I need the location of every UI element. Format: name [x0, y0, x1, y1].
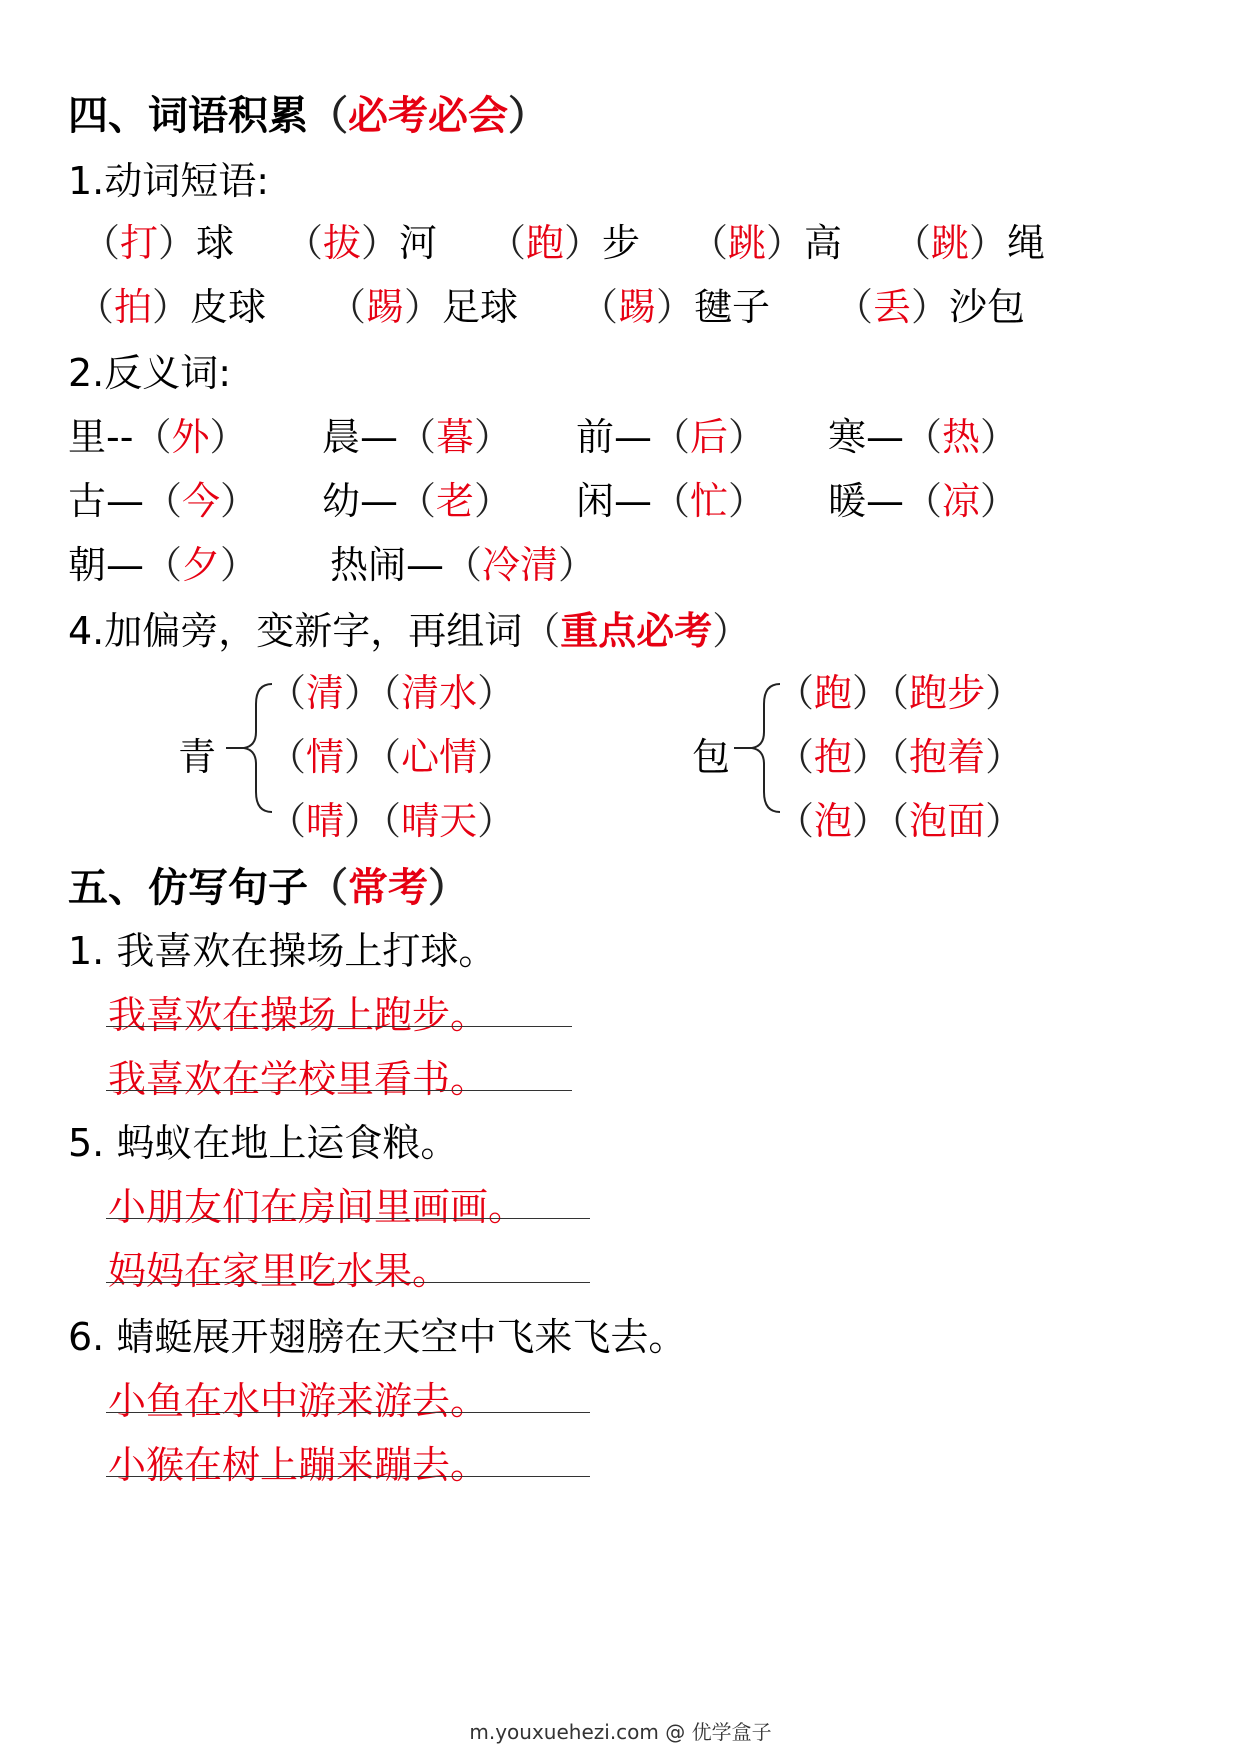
- antonym-pair: 热闹—（冷清）: [330, 543, 597, 587]
- sentence-answer: 小猴在树上蹦来蹦去。: [108, 1443, 489, 1487]
- radical-note: 重点必考: [560, 609, 713, 653]
- sentence-answer: 小鱼在水中游来游去。: [108, 1379, 489, 1423]
- verb-phrases-title: 1.动词短语:: [68, 159, 270, 203]
- sentence-answer: 我喜欢在操场上跑步。: [108, 993, 489, 1037]
- section5-note: 常考: [348, 865, 428, 911]
- antonym-pair: 里--（外）: [68, 415, 248, 459]
- verb-phrase: （丢）沙包: [835, 285, 1026, 329]
- sentence-prompt: 5. 蚂蚁在地上运食粮。: [68, 1121, 459, 1165]
- radical-item: （抱）（抱着）: [776, 735, 1024, 779]
- radical-item: （清）（清水）: [268, 671, 516, 715]
- radical-item: （泡）（泡面）: [776, 799, 1024, 843]
- verb-phrase: （打）球: [82, 221, 235, 265]
- antonym-pair: 前—（后）: [576, 415, 767, 459]
- answer-underline: [106, 1026, 572, 1027]
- antonym-pair: 晨—（暮）: [322, 415, 513, 459]
- sentence-answer: 我喜欢在学校里看书。: [108, 1057, 489, 1101]
- footer-watermark: m.youxuehezi.com @ 优学盒子: [469, 1720, 772, 1744]
- verb-phrase: （拍）皮球: [76, 285, 267, 329]
- sentence-answer: 小朋友们在房间里画画。: [108, 1185, 527, 1229]
- radical-base: 青: [178, 735, 217, 779]
- section4-note: 必考必会: [348, 93, 508, 139]
- answer-underline: [106, 1090, 572, 1091]
- antonym-pair: 闲—（忙）: [576, 479, 767, 523]
- antonym-pair: 寒—（热）: [828, 415, 1019, 459]
- verb-phrase: （踢）足球: [328, 285, 519, 329]
- section4-title: 四、词语积累: [68, 93, 308, 139]
- verb-phrase: （拔）河: [285, 221, 438, 265]
- antonyms-title: 2.反义词:: [68, 351, 232, 395]
- verb-phrase: （跳）高: [690, 221, 843, 265]
- radical-item: （情）（心情）: [268, 735, 516, 779]
- radical-base: 包: [692, 735, 731, 779]
- answer-underline: [106, 1412, 590, 1413]
- answer-underline: [106, 1282, 590, 1283]
- antonym-pair: 朝—（夕）: [68, 543, 259, 587]
- answer-underline: [106, 1476, 590, 1477]
- antonym-pair: 幼—（老）: [322, 479, 513, 523]
- sentence-prompt: 1. 我喜欢在操场上打球。: [68, 929, 497, 973]
- radical-item: （晴）（晴天）: [268, 799, 516, 843]
- section5-title: 五、仿写句子: [68, 865, 308, 911]
- antonym-pair: 古—（今）: [68, 479, 259, 523]
- antonym-pair: 暖—（凉）: [828, 479, 1019, 523]
- verb-phrase: （跳）绳: [893, 221, 1046, 265]
- sentence-prompt: 6. 蜻蜓展开翅膀在天空中飞来飞去。: [68, 1315, 687, 1359]
- radical-title: 4.加偏旁，变新字，再组词（重点必考）: [68, 609, 751, 653]
- section4-heading: 四、词语积累（必考必会）: [68, 93, 548, 139]
- answer-underline: [106, 1218, 590, 1219]
- section5-heading: 五、仿写句子（常考）: [68, 865, 468, 911]
- verb-phrase: （跑）步: [488, 221, 641, 265]
- sentence-answer: 妈妈在家里吃水果。: [108, 1249, 451, 1293]
- verb-phrase: （踢）毽子: [580, 285, 771, 329]
- radical-item: （跑）（跑步）: [776, 671, 1024, 715]
